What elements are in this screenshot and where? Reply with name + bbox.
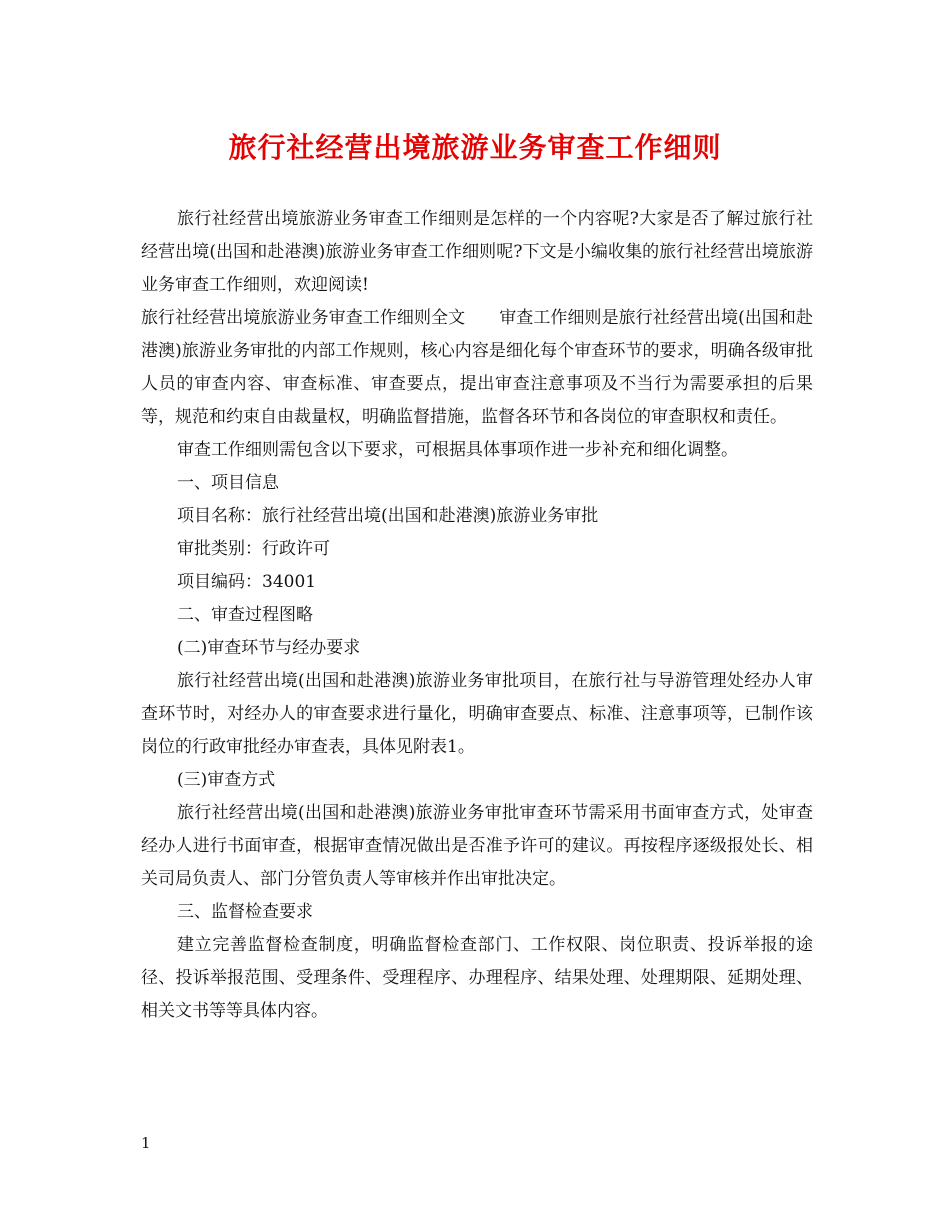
section-heading-project-info: 一、项目信息	[177, 473, 279, 493]
document-body	[141, 203, 813, 1028]
intro-paragraph: 旅行社经营出境旅游业务审查工作细则是怎样的一个内容呢?大家是否了解过旅行社经营出境(出国和赴港澳)旅游业务审查工作细则呢?下文是小编收集的旅行社经营出境旅游业务审查工作细则，欢迎阅读!	[141, 209, 813, 295]
subsection-heading-review-steps: (二)审查环节与经办要求	[177, 638, 361, 658]
section-heading-supervision: 三、监督检查要求	[177, 902, 313, 922]
review-method-paragraph: 旅行社经营出境(出国和赴港澳)旅游业务审批审查环节需采用书面审查方式，处审查经办人进行书面审查，根据审查情况做出是否准予许可的建议。再按程序逐级报处长、相关司局负责人、部门分管负责人等审核并作出审批决定。	[141, 803, 813, 889]
fulltext-paragraph	[141, 302, 813, 434]
document-title: 旅行社经营出境旅游业务审查工作细则	[228, 131, 722, 164]
approval-category-line: 审批类别：行政许可	[177, 539, 330, 559]
section-heading-review-process: 二、审查过程图略	[177, 605, 313, 625]
requirements-paragraph: 审查工作细则需包含以下要求，可根据具体事项作进一步补充和细化调整。	[177, 440, 738, 460]
project-name-line: 项目名称：旅行社经营出境(出国和赴港澳)旅游业务审批	[177, 506, 599, 526]
subsection-heading-review-method: (三)审查方式	[177, 770, 276, 790]
review-steps-paragraph: 旅行社经营出境(出国和赴港澳)旅游业务审批项目，在旅行社与导游管理处经办人审查环节时，对经办人的审查要求进行量化，明确审查要点、标准、注意事项等，已制作该岗位的行政审批经办审查表，具体见附表1。	[141, 671, 813, 757]
fulltext-body: 审查工作细则是旅行社经营出境(出国和赴港澳)旅游业务审批的内部工作规则，核心内容是细化每个审查环节的要求，明确各级审批人员的审查内容、审查标准、审查要点，提出审查注意事项及不当行为需要承担的后果等，规范和约束自由裁量权，明确监督措施，监督各环节和各岗位的审查职权和责任。	[141, 308, 813, 427]
page-number: 1	[141, 1134, 151, 1152]
fulltext-heading: 旅行社经营出境旅游业务审查工作细则全文	[141, 308, 466, 328]
project-code-line: 项目编码：34001	[177, 572, 317, 592]
supervision-paragraph: 建立完善监督检查制度，明确监督检查部门、工作权限、岗位职责、投诉举报的途径、投诉举报范围、受理条件、受理程序、办理程序、结果处理、处理期限、延期处理、相关文书等等具体内容。	[141, 935, 813, 1021]
